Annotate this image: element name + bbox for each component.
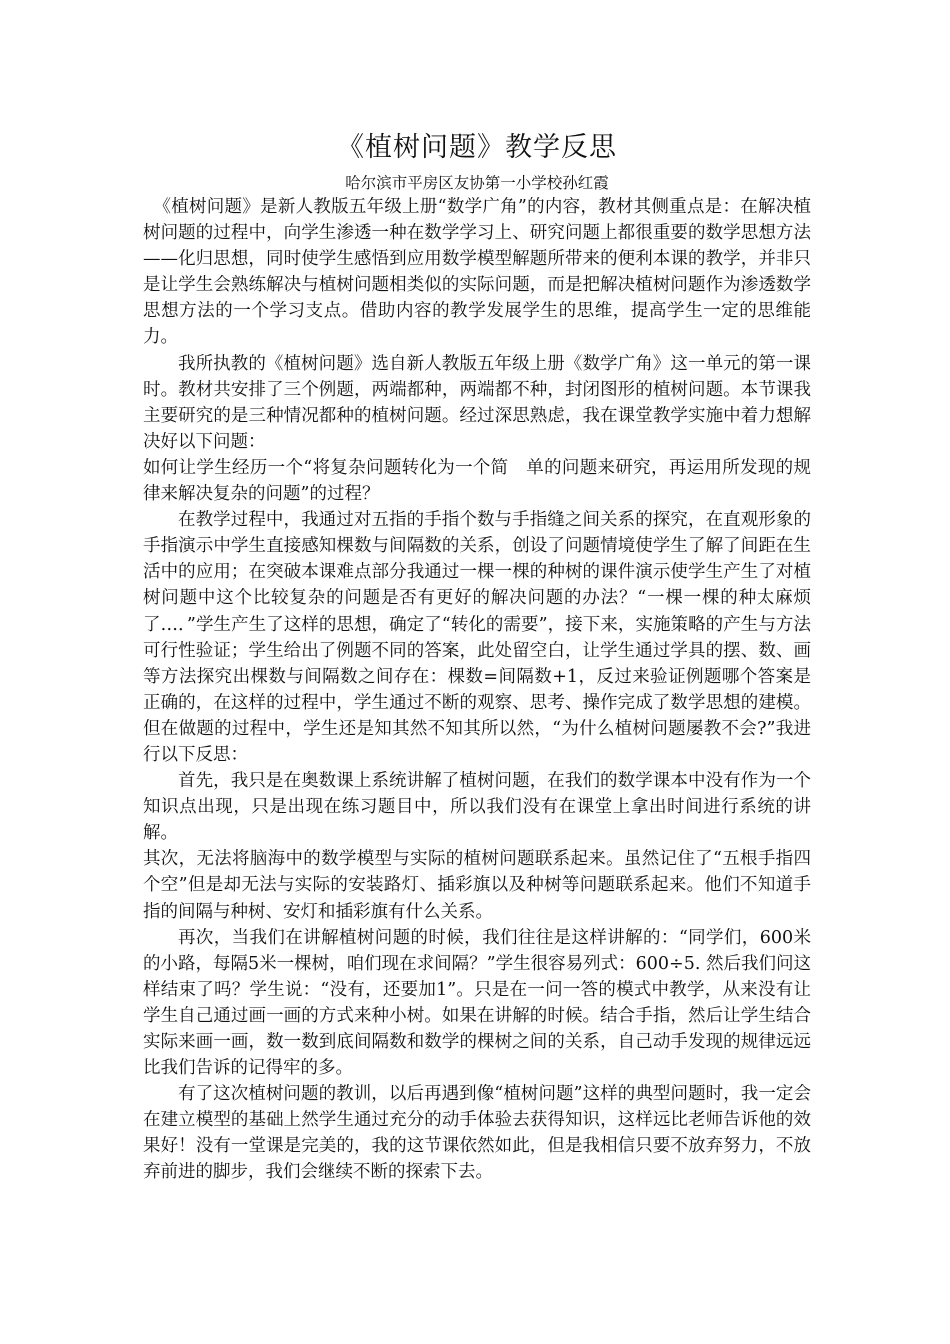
document-title: 《植树问题》教学反思 xyxy=(337,132,617,163)
document-page xyxy=(143,128,811,1186)
paragraph-second-reflection: 其次，无法将脑海中的数学模型与实际的植树问题联系起来。虽然记住了“五根手指四个空”但是却无法与实际的安装路灯、插彩旗以及种树等问题联系起来。他们不知道手指的间隔与种树、安灯和插彩旗有什么关系。 xyxy=(143,849,811,922)
paragraph-key-question: 如何让学生经历一个“将复杂问题转化为一个简 单的问题来研究，再运用所发现的规律来解决复杂的问题”的过程？ xyxy=(143,457,811,505)
document-author: 哈尔滨市平房区友协第一小学校孙红霞 xyxy=(345,174,609,192)
paragraph-intro: 《植树问题》是新人教版五年级上册“数学广角”的内容，教材其侧重点是：在解决植树问题的过程中，向学生渗透一种在数学学习上、研究问题上都很重要的数学思想方法——化归思想，同时使学生感悟到应用数学模型解题所带来的便利本课的教学，并非只是让学生会熟练解决与植树问题相类似的实际问题，而是把解决植树问题作为渗透数学思想方法的一个学习支点。借助内容的教学发展学生的思维，提高学生一定的思维能力。 xyxy=(143,197,811,348)
paragraph-lesson-overview: 我所执教的《植树问题》选自新人教版五年级上册《数学广角》这一单元的第一课时。教材共安排了三个例题，两端都种，两端都不种，封闭图形的植树问题。本节课我主要研究的是三种情况都种的植树问题。经过深思熟虑，我在课堂教学实施中着力想解决好以下问题： xyxy=(143,353,811,452)
paragraph-third-reflection: 再次，当我们在讲解植树问题的时候，我们往往是这样讲解的：“同学们，600米的小路，每隔5米一棵树，咱们现在求间隔？”学生很容易列式：600÷5. 然后我们问这样结束了吗？学生说：“没有，还要加1”。只是在一问一答的模式中教学，从来没有让学生自己通过画一画的方式来种小树。如果在讲解的时候。结合手指，然后让学生结合实际来画一画，数一数到底间隔数和数学的棵树之间的关系，自己动手发现的规律远远比我们告诉的记得牢的多。 xyxy=(143,927,811,1079)
paragraph-teaching-process: 在教学过程中，我通过对五指的手指个数与手指缝之间关系的探究，在直观形象的手指演示中学生直接感知棵数与间隔数的关系，创设了问题情境使学生了解了间距在生活中的应用；在突破本课难点部分我通过一棵一棵的种树的课件演示使学生产生了对植树问题中这个比较复杂的问题是否有更好的解决问题的办法？“一棵一棵的种太麻烦了…．”学生产生了这样的思想，确定了“转化的需要”，接下来，实施策略的产生与方法可行性验证；学生给出了例题不同的答案，此处留空白，让学生通过学具的摆、数、画等方法探究出棵数与间隔数之间存在：棵数=间隔数+1，反过来验证例题哪个答案是正确的，在这样的过程中，学生通过不断的观察、思考、操作完成了数学思想的建模。但在做题的过程中，学生还是知其然不知其所以然，“为什么植树问题屡教不会?”我进行以下反思： xyxy=(143,510,811,765)
paragraph-conclusion: 有了这次植树问题的教训，以后再遇到像“植树问题”这样的典型问题时，我一定会在建立模型的基础上然学生通过充分的动手体验去获得知识，这样远比老师告诉他的效果好！没有一堂课是完美的，我的这节课依然如此，但是我相信只要不放弃努力，不放弃前进的脚步，我们会继续不断的探索下去。 xyxy=(143,1084,811,1183)
document-body xyxy=(143,194,811,1186)
paragraph-first-reflection: 首先，我只是在奥数课上系统讲解了植树问题，在我们的数学课本中没有作为一个知识点出现，只是出现在练习题目中，所以我们没有在课堂上拿出时间进行系统的讲解。 xyxy=(143,771,811,844)
